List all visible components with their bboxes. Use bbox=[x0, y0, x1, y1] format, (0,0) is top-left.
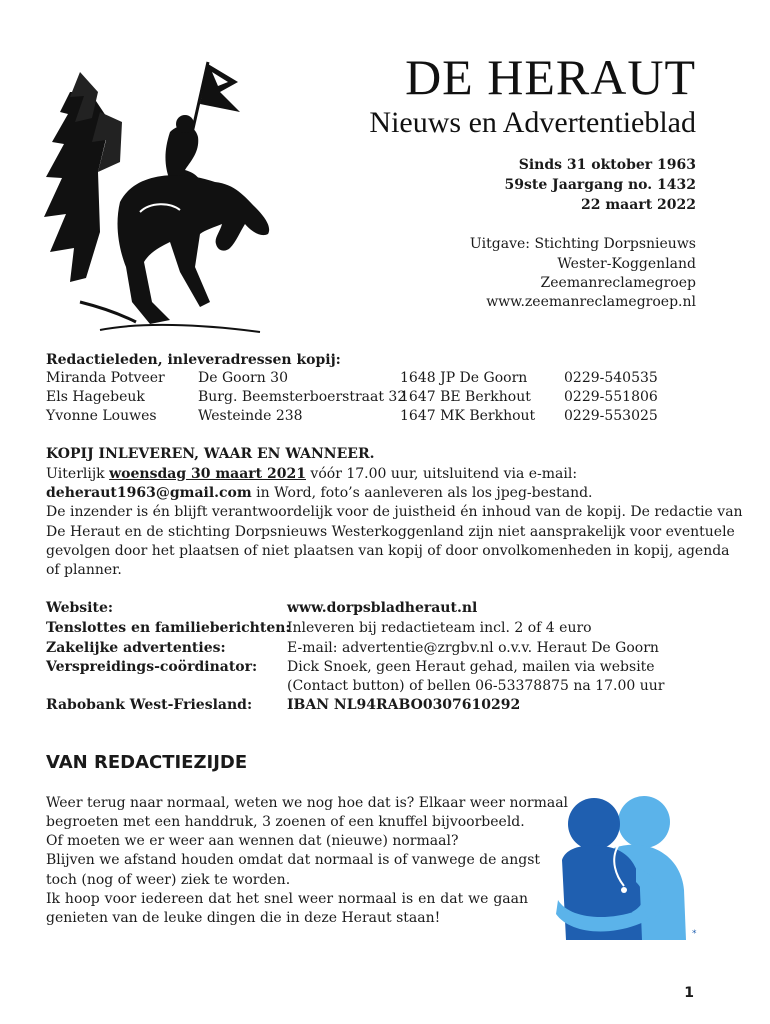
paragraph-line: genieten van de leuke dingen die in deze Heraut staan! bbox=[46, 910, 441, 926]
editor-phone: 0229-551806 bbox=[564, 389, 658, 405]
herald-horse-logo bbox=[40, 52, 290, 342]
editor-name: Els Hagebeuk bbox=[46, 389, 145, 405]
paragraph-line: Of moeten we er weer aan wennen dat (nieuwe) normaal? bbox=[46, 833, 459, 849]
kopij-text: De inzender is én blijft verantwoordelijk voor de juistheid én inhoud van de kopij. De redactie van bbox=[46, 504, 743, 520]
subtitle: Nieuws en Advertentieblad bbox=[369, 106, 696, 139]
page-number: 1 bbox=[684, 985, 694, 1001]
editor-postal: 1647 MK Berkhout bbox=[400, 408, 536, 424]
info-value: Dick Snoek, geen Heraut gehad, mailen via website bbox=[287, 659, 655, 675]
since-date: Sinds 31 oktober 1963 bbox=[518, 157, 696, 173]
publisher-line: Wester-Koggenland bbox=[557, 256, 696, 272]
email-link[interactable]: deheraut1963@gmail.com bbox=[46, 485, 252, 501]
paragraph-line: begroeten met een handdruk, 3 zoenen of een knuffel bijvoorbeeld. bbox=[46, 814, 525, 830]
editor-name: Miranda Potveer bbox=[46, 370, 165, 386]
info-row bbox=[46, 620, 706, 640]
hug-illustration bbox=[552, 790, 702, 940]
publisher-website: www.zeemanreclamegroep.nl bbox=[486, 294, 696, 310]
website-link[interactable]: www.dorpsbladheraut.nl bbox=[287, 600, 478, 616]
editor-row bbox=[46, 408, 686, 428]
kopij-text: De Heraut en de stichting Dorpsnieuws Westerkoggenland zijn niet aansprakelijk voor eventuele bbox=[46, 524, 735, 540]
publisher-line: Uitgave: Stichting Dorpsnieuws bbox=[469, 236, 696, 252]
info-label: Verspreidings-coördinator: bbox=[46, 659, 258, 675]
editor-row bbox=[46, 370, 686, 390]
info-value: (Contact button) of bellen 06-53378875 na 17.00 uur bbox=[287, 678, 665, 694]
editor-row bbox=[46, 389, 686, 409]
editor-street: Burg. Beemsterboerstraat 32 bbox=[198, 389, 407, 405]
iban-value: IBAN NL94RABO0307610292 bbox=[287, 697, 521, 713]
paragraph-line: Ik hoop voor iedereen dat het snel weer normaal is en dat we gaan bbox=[46, 891, 528, 907]
deadline: woensdag 30 maart 2021 bbox=[109, 466, 306, 482]
editor-phone: 0229-540535 bbox=[564, 370, 658, 386]
kopij-heading: KOPIJ INLEVEREN, WAAR EN WANNEER. bbox=[46, 446, 375, 462]
info-label: Website: bbox=[46, 600, 114, 616]
publisher-line: Zeemanreclamegroep bbox=[540, 275, 696, 291]
kopij-email-line bbox=[46, 485, 593, 501]
kopij-deadline-line bbox=[46, 466, 577, 482]
section-heading: VAN REDACTIEZIJDE bbox=[46, 752, 248, 773]
info-row bbox=[46, 697, 706, 717]
info-value: Inleveren bij redactieteam incl. 2 of 4 euro bbox=[287, 620, 592, 636]
kopij-text: of planner. bbox=[46, 562, 122, 578]
editor-phone: 0229-553025 bbox=[564, 408, 658, 424]
editor-postal: 1647 BE Berkhout bbox=[400, 389, 531, 405]
paragraph-line: toch (nog of weer) ziek te worden. bbox=[46, 872, 291, 888]
editor-name: Yvonne Louwes bbox=[46, 408, 157, 424]
text: vóór 17.00 uur, uitsluitend via e-mail: bbox=[305, 466, 578, 482]
paragraph-line: Weer terug naar normaal, weten we nog hoe dat is? Elkaar weer normaal bbox=[46, 795, 569, 811]
svg-text:*: * bbox=[692, 929, 697, 939]
page-title: DE HERAUT bbox=[405, 49, 696, 105]
info-value: E-mail: advertentie@zrgbv.nl o.v.v. Heraut De Goorn bbox=[287, 640, 659, 656]
paragraph-line: Blijven we afstand houden omdat dat normaal is of vanwege de angst bbox=[46, 852, 541, 868]
info-label: Zakelijke advertenties: bbox=[46, 640, 226, 656]
kopij-text: gevolgen door het plaatsen of niet plaatsen van kopij of door onvolkomenheden in kopij, agenda bbox=[46, 543, 730, 559]
text: Uiterlijk bbox=[46, 466, 110, 482]
info-row bbox=[46, 600, 706, 620]
editors-heading: Redactieleden, inleveradressen kopij: bbox=[46, 352, 341, 368]
info-row bbox=[46, 659, 706, 679]
issue-date: 22 maart 2022 bbox=[581, 197, 696, 213]
info-label: Tenslottes en familieberichten: bbox=[46, 620, 291, 636]
info-row bbox=[46, 640, 706, 660]
editor-postal: 1648 JP De Goorn bbox=[400, 370, 528, 386]
info-label: Rabobank West-Friesland: bbox=[46, 697, 253, 713]
editor-street: Westeinde 238 bbox=[198, 408, 303, 424]
editor-street: De Goorn 30 bbox=[198, 370, 288, 386]
text: in Word, foto’s aanleveren als los jpeg-bestand. bbox=[251, 485, 593, 501]
edition-number: 59ste Jaargang no. 1432 bbox=[504, 177, 696, 193]
info-row bbox=[46, 678, 706, 698]
